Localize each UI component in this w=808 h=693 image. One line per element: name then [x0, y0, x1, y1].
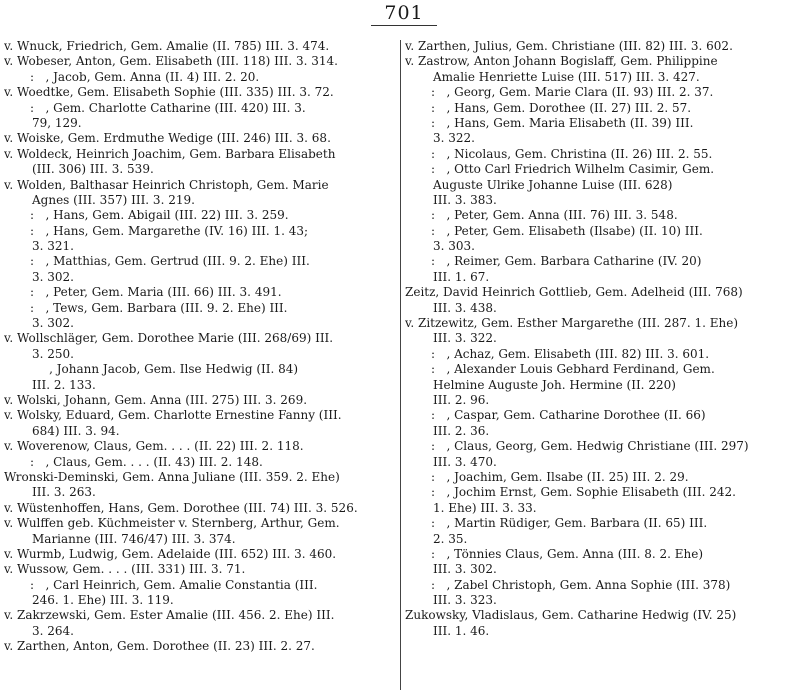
entry-line: : , Jacob, Gem. Anna (II. 4) III. 2. 20.	[30, 69, 260, 84]
register-entry	[4, 439, 394, 454]
entry-line: : , Otto Carl Friedrich Wilhelm Casimir, Gem.	[431, 162, 715, 177]
entry-continuation-line: 3. 302.	[32, 269, 74, 284]
entry-line: : , Hans, Gem. Dorothee (II. 27) III. 2. 57.	[431, 100, 692, 115]
entry-line: v. Woverenow, Claus, Gem. . . . (II. 22) III. 2. 118.	[4, 439, 304, 454]
entry-line: : , Claus, Gem. . . . (II. 43) III. 2. 148.	[30, 454, 263, 469]
register-entry	[4, 608, 394, 639]
register-entry	[405, 85, 805, 100]
entry-line: v. Woiske, Gem. Erdmuthe Wedige (III. 246) III. 3. 68.	[4, 131, 331, 146]
register-entry	[4, 208, 394, 223]
entry-continuation-line: 3. 303.	[433, 239, 475, 254]
register-entry	[405, 485, 805, 516]
entry-line: v. Wulffen geb. Küchmeister v. Sternberg, Arthur, Gem.	[4, 516, 340, 531]
entry-continuation-line: III. 3. 470.	[433, 454, 497, 469]
register-entry	[4, 101, 394, 132]
entry-line: : , Jochim Ernst, Gem. Sophie Elisabeth (III. 242.	[431, 485, 736, 500]
register-entry	[405, 39, 805, 54]
entry-continuation-line: 3. 302.	[32, 316, 74, 331]
page-number: 701	[384, 2, 424, 24]
right-column	[405, 39, 805, 639]
entry-continuation-line: 684) III. 3. 94.	[32, 423, 120, 438]
entry-continuation-line: Agnes (III. 357) III. 3. 219.	[32, 192, 195, 207]
entry-line: v. Wurmb, Ludwig, Gem. Adelaide (III. 652) III. 3. 460.	[4, 546, 337, 561]
entry-line: v. Zitzewitz, Gem. Esther Margarethe (III. 287. 1. Ehe)	[405, 316, 739, 331]
entry-line: : , Zabel Christoph, Gem. Anna Sophie (III. 378)	[431, 577, 731, 592]
entry-continuation-line: III. 2. 133.	[32, 377, 96, 392]
entry-line: : , Joachim, Gem. Ilsabe (II. 25) III. 2. 29.	[431, 469, 689, 484]
entry-continuation-line: III. 3. 383.	[433, 192, 497, 207]
entry-line: v. Zastrow, Anton Johann Bogislaff, Gem. Philippine	[405, 54, 718, 69]
entry-line: v. Wnuck, Friedrich, Gem. Amalie (II. 785) III. 3. 474.	[4, 39, 330, 53]
entry-line: v. Wussow, Gem. . . . (III. 331) III. 3. 71.	[4, 562, 246, 577]
register-entry	[4, 131, 394, 146]
entry-continuation-line: 3. 264.	[32, 623, 74, 638]
entry-line: : , Georg, Gem. Marie Clara (II. 93) III. 2. 37.	[431, 85, 714, 100]
entry-line: : , Achaz, Gem. Elisabeth (III. 82) III. 3. 601.	[431, 346, 710, 361]
entry-continuation-line: III. 3. 438.	[433, 300, 497, 315]
register-entry	[4, 455, 394, 470]
register-entry	[405, 362, 805, 408]
entry-line: : , Carl Heinrich, Gem. Amalie Constantia (III.	[30, 577, 318, 592]
register-entry	[4, 285, 394, 300]
entry-line: v. Zakrzewski, Gem. Ester Amalie (III. 456. 2. Ehe) III.	[4, 608, 335, 623]
entry-line: : , Matthias, Gem. Gertrud (III. 9. 2. Ehe) III.	[30, 254, 310, 269]
register-entry	[405, 608, 805, 639]
register-entry	[4, 408, 394, 439]
entry-continuation-line: III. 3. 263.	[32, 485, 96, 500]
header-rule	[371, 25, 437, 26]
entry-continuation-line: Auguste Ulrike Johanne Luise (III. 628)	[433, 177, 673, 192]
entry-continuation-line: 3. 321.	[32, 239, 74, 254]
register-entry	[4, 147, 394, 178]
left-column	[4, 39, 394, 655]
register-entry	[405, 578, 805, 609]
entry-line: v. Wollschläger, Gem. Dorothee Marie (III. 268/69) III.	[4, 331, 334, 346]
entry-continuation-line: III. 1. 46.	[433, 623, 490, 638]
register-entry	[405, 285, 805, 316]
entry-continuation-line: 3. 322.	[433, 131, 475, 146]
entry-line: v. Wobeser, Anton, Gem. Elisabeth (III. 118) III. 3. 314.	[4, 54, 338, 69]
entry-continuation-line: III. 1. 67.	[433, 269, 490, 284]
register-entry	[4, 331, 394, 362]
register-entry	[4, 85, 394, 100]
entry-continuation-line: 79, 129.	[32, 115, 82, 130]
register-entry	[4, 70, 394, 85]
entry-line: v. Wolden, Balthasar Heinrich Christoph, Gem. Marie	[4, 177, 329, 192]
register-entry	[405, 516, 805, 547]
entry-line: : , Peter, Gem. Maria (III. 66) III. 3. 491.	[30, 285, 282, 300]
entry-line: , Johann Jacob, Gem. Ilse Hedwig (II. 84)	[30, 362, 299, 377]
register-entry	[4, 639, 394, 654]
entry-line: : , Hans, Gem. Margarethe (IV. 16) III. 1. 43;	[30, 223, 309, 238]
register-entry	[405, 439, 805, 470]
register-entry	[405, 254, 805, 285]
register-entry	[405, 224, 805, 255]
entry-line: v. Woldeck, Heinrich Joachim, Gem. Barbara Elisabeth	[4, 146, 336, 161]
register-entry	[4, 393, 394, 408]
register-entry	[4, 578, 394, 609]
register-entry	[4, 54, 394, 69]
register-entry	[4, 470, 394, 501]
register-entry	[405, 54, 805, 85]
entry-line: : , Peter, Gem. Elisabeth (Ilsabe) (II. 10) III.	[431, 223, 703, 238]
entry-line: v. Zarthen, Julius, Gem. Christiane (III. 82) III. 3. 602.	[405, 39, 733, 53]
entry-line: Zeitz, David Heinrich Gottlieb, Gem. Adelheid (III. 768)	[405, 285, 743, 300]
column-divider	[400, 40, 401, 690]
register-entry	[4, 254, 394, 285]
register-entry	[405, 347, 805, 362]
register-entry	[4, 39, 394, 54]
entry-continuation-line: III. 3. 323.	[433, 593, 497, 608]
register-entry	[405, 101, 805, 116]
entry-continuation-line: Amalie Henriette Luise (III. 517) III. 3. 427.	[433, 69, 700, 84]
register-entry	[405, 470, 805, 485]
register-entry	[405, 208, 805, 223]
entry-line: Zukowsky, Vladislaus, Gem. Catharine Hedwig (IV. 25)	[405, 608, 737, 623]
entry-line: v. Zarthen, Anton, Gem. Dorothee (II. 23) III. 2. 27.	[4, 639, 315, 654]
entry-continuation-line: III. 3. 322.	[433, 331, 497, 346]
entry-continuation-line: Helmine Auguste Joh. Hermine (II. 220)	[433, 377, 676, 392]
entry-line: v. Wüstenhoffen, Hans, Gem. Dorothee (III. 74) III. 3. 526.	[4, 500, 358, 515]
entry-continuation-line: Marianne (III. 746/47) III. 3. 374.	[32, 531, 236, 546]
register-entry	[405, 408, 805, 439]
entry-line: : , Caspar, Gem. Catharine Dorothee (II. 66)	[431, 408, 706, 423]
entry-line: : , Reimer, Gem. Barbara Catharine (IV. 20)	[431, 254, 702, 269]
entry-line: : , Gem. Charlotte Catharine (III. 420) III. 3.	[30, 100, 306, 115]
entry-line: : , Alexander Louis Gebhard Ferdinand, Gem.	[431, 362, 715, 377]
entry-line: : , Martin Rüdiger, Gem. Barbara (II. 65) III.	[431, 516, 708, 531]
register-entry	[405, 162, 805, 208]
entry-line: v. Woedtke, Gem. Elisabeth Sophie (III. 335) III. 3. 72.	[4, 85, 334, 100]
entry-line: v. Wolski, Johann, Gem. Anna (III. 275) III. 3. 269.	[4, 392, 308, 407]
register-entry	[4, 501, 394, 516]
entry-continuation-line: (III. 306) III. 3. 539.	[32, 162, 154, 177]
register-entry	[4, 178, 394, 209]
entry-line: : , Claus, Georg, Gem. Hedwig Christiane (III. 297)	[431, 439, 749, 454]
entry-line: : , Tönnies Claus, Gem. Anna (III. 8. 2. Ehe)	[431, 546, 704, 561]
entry-continuation-line: III. 2. 96.	[433, 392, 490, 407]
entry-line: : , Nicolaus, Gem. Christina (II. 26) III. 2. 55.	[431, 146, 713, 161]
entry-continuation-line: 1. Ehe) III. 3. 33.	[433, 500, 537, 515]
entry-line: : , Hans, Gem. Maria Elisabeth (II. 39) III.	[431, 115, 694, 130]
register-entry	[4, 301, 394, 332]
entry-line: : , Tews, Gem. Barbara (III. 9. 2. Ehe) III.	[30, 300, 288, 315]
register-entry	[405, 147, 805, 162]
register-entry	[405, 547, 805, 578]
entry-continuation-line: 246. 1. Ehe) III. 3. 119.	[32, 593, 174, 608]
entry-continuation-line: III. 3. 302.	[433, 562, 497, 577]
entry-line: v. Wolsky, Eduard, Gem. Charlotte Ernestine Fanny (III.	[4, 408, 342, 423]
register-entry	[4, 516, 394, 547]
register-entry	[4, 224, 394, 255]
entry-continuation-line: III. 2. 36.	[433, 423, 490, 438]
register-entry	[4, 362, 394, 393]
entry-line: : , Peter, Gem. Anna (III. 76) III. 3. 548.	[431, 208, 678, 223]
entry-line: Wronski-Deminski, Gem. Anna Juliane (III. 359. 2. Ehe)	[4, 469, 340, 484]
entry-continuation-line: 2. 35.	[433, 531, 468, 546]
register-entry	[4, 547, 394, 562]
register-entry	[405, 316, 805, 347]
register-entry	[4, 562, 394, 577]
entry-line: : , Hans, Gem. Abigail (III. 22) III. 3. 259.	[30, 208, 289, 223]
register-entry	[405, 116, 805, 147]
entry-continuation-line: 3. 250.	[32, 346, 74, 361]
